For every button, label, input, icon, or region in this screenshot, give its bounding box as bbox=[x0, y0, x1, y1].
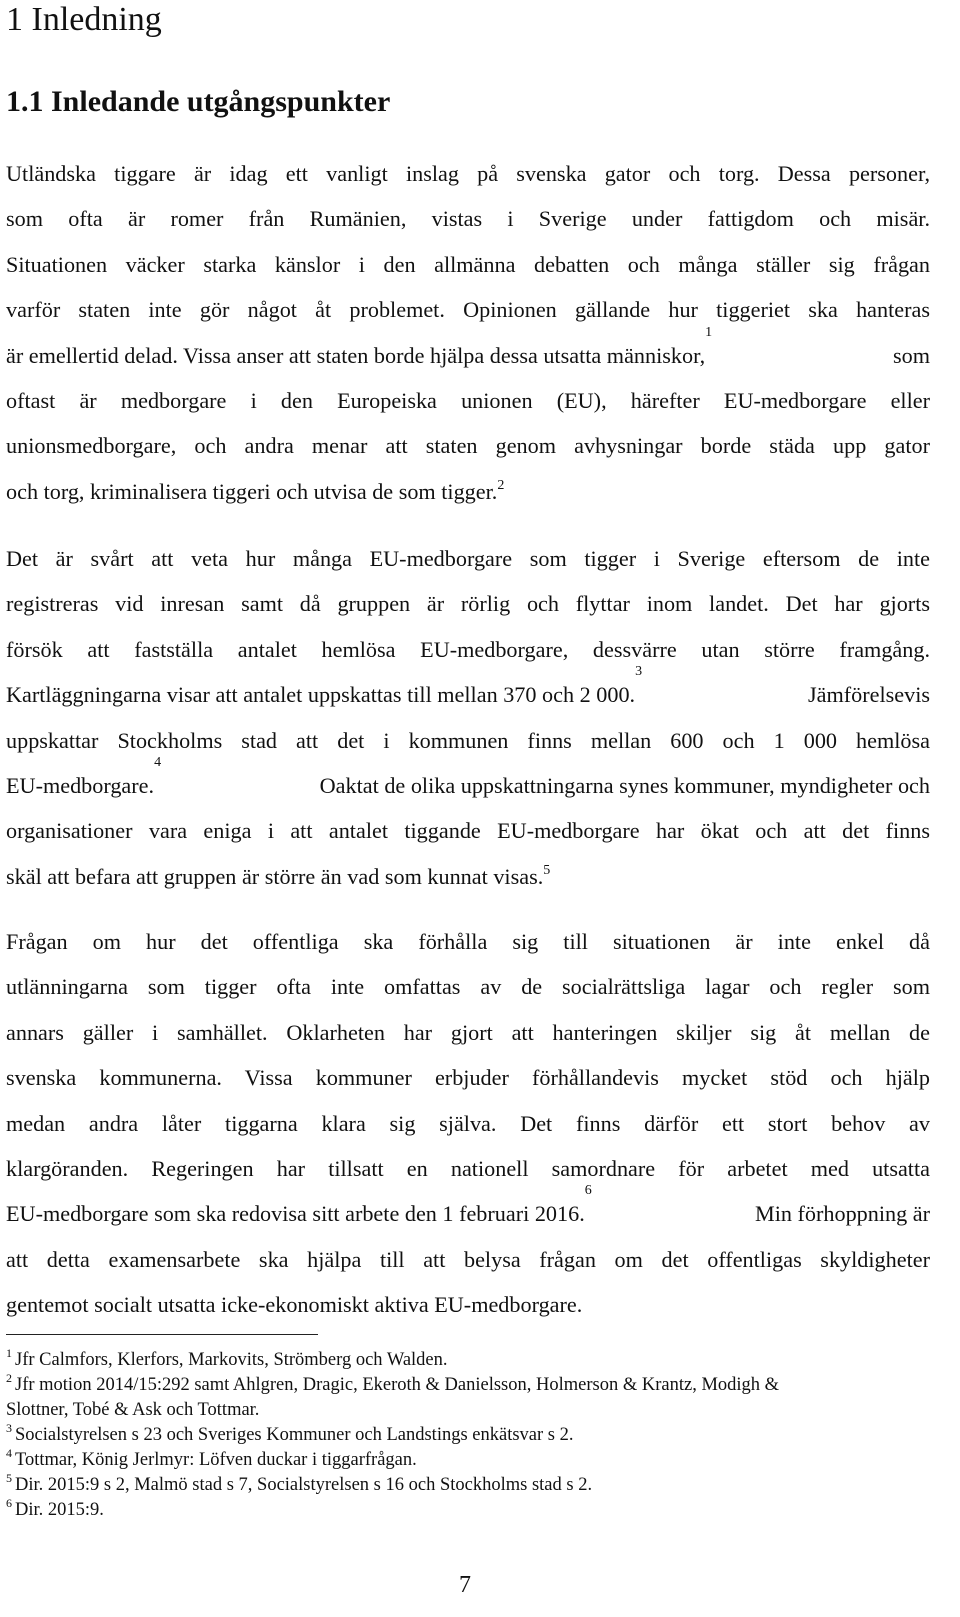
text-line bbox=[6, 755, 930, 808]
paragraph-1 bbox=[6, 151, 930, 514]
footnotes bbox=[6, 1348, 930, 1523]
footnote bbox=[6, 1398, 930, 1423]
footnote-text: Dir. 2015:9. bbox=[15, 1500, 104, 1520]
footnote-ref: 1 bbox=[705, 324, 713, 340]
footnote-ref: 3 bbox=[635, 664, 643, 680]
text-line: medan andra låter tiggarna klara sig själva. Det finns därför ett stort behov av bbox=[6, 1110, 930, 1136]
text-segment: är emellertid delad. Vissa anser att staten borde hjälpa dessa utsatta människor, bbox=[6, 342, 706, 368]
footnote bbox=[6, 1373, 930, 1398]
footnote-ref: 2 bbox=[497, 477, 505, 493]
text-line: att detta examensarbete ska hjälpa till att belysa frågan om det offentligas skyldigheter bbox=[6, 1246, 930, 1272]
text-segment: Min förhoppning är bbox=[754, 1201, 930, 1227]
text-segment: Jämförelsevis bbox=[808, 682, 930, 708]
footnote-number: 3 bbox=[6, 1421, 12, 1435]
footnote-ref: 5 bbox=[543, 862, 551, 878]
footnote-separator bbox=[6, 1334, 318, 1335]
footnote bbox=[6, 1498, 930, 1523]
text-line bbox=[6, 664, 930, 717]
footnote-number: 1 bbox=[6, 1346, 12, 1360]
text-line: försök att fastställa antalet hemlösa EU-medborgare, dessvärre utan större framgång. bbox=[6, 636, 930, 662]
text-line: oftast är medborgare i den Europeiska unionen (EU), härefter EU-medborgare eller bbox=[6, 388, 930, 414]
text-segment: och torg, kriminalisera tiggeri och utvisa de som tigger. bbox=[6, 478, 498, 504]
footnote-number: 5 bbox=[6, 1471, 12, 1485]
page-number: 7 bbox=[459, 1572, 471, 1598]
footnote-text: Dir. 2015:9 s 2, Malmö stad s 7, Socialstyrelsen s 16 och Stockholms stad s 2. bbox=[15, 1475, 593, 1495]
text-line: Det är svårt att veta hur många EU-medborgare som tigger i Sverige eftersom de inte bbox=[6, 546, 930, 571]
text-line: svenska kommunerna. Vissa kommuner erbjuder förhållandevis mycket stöd och hjälp bbox=[6, 1065, 930, 1091]
text-line: registreras vid inresan samt då gruppen är rörlig och flyttar inom landet. Det har gjorts bbox=[6, 591, 930, 617]
text-line: gentemot socialt utsatta icke-ekonomiskt aktiva EU-medborgare. bbox=[6, 1292, 583, 1318]
text-segment: som bbox=[893, 342, 930, 368]
text-line: annars gäller i samhället. Oklarheten har gjort att hanteringen skiljer sig åt mellan de bbox=[6, 1019, 930, 1045]
text-segment: Oaktat de olika uppskattningarna synes kommuner, myndigheter och bbox=[319, 773, 930, 799]
footnote-text: Socialstyrelsen s 23 och Sveriges Kommuner och Landstings enkätsvar s 2. bbox=[15, 1425, 574, 1445]
text-segment: EU-medborgare som ska redovisa sitt arbete den 1 februari 2016. bbox=[6, 1201, 585, 1227]
paragraph-2 bbox=[6, 536, 930, 899]
text-line: klargöranden. Regeringen har tillsatt en nationell samordnare för arbetet med utsatta bbox=[6, 1156, 930, 1182]
footnote bbox=[6, 1348, 930, 1373]
footnote-number: 6 bbox=[6, 1496, 12, 1510]
text-line: uppskattar Stockholms stad att det i kommunen finns mellan 600 och 1 000 hemlösa bbox=[6, 727, 930, 753]
text-line bbox=[6, 1183, 930, 1236]
footnote-ref: 4 bbox=[154, 755, 162, 771]
text-line bbox=[6, 469, 930, 514]
text-line: utlänningarna som tigger ofta inte omfattas av de socialrättsliga lagar och regler som bbox=[6, 974, 930, 1000]
text-line bbox=[6, 324, 930, 378]
footnote-number: 4 bbox=[6, 1446, 12, 1460]
footnote-ref: 6 bbox=[584, 1183, 592, 1199]
text-segment: EU-medborgare. bbox=[6, 773, 155, 799]
footnote-text: Slottner, Tobé & Ask och Tottmar. bbox=[6, 1400, 260, 1420]
text-segment: Kartläggningarna visar att antalet uppskattas till mellan 370 och 2 000. bbox=[6, 682, 636, 708]
paragraph-3 bbox=[6, 919, 930, 1328]
text-line: organisationer vara eniga i att antalet tiggande EU-medborgare har ökat och att det finns bbox=[6, 818, 930, 844]
text-line: som ofta är romer från Rumänien, vistas i Sverige under fattigdom och misär. bbox=[6, 206, 930, 232]
footnote bbox=[6, 1423, 930, 1448]
footnote-number: 2 bbox=[6, 1371, 12, 1385]
footnote bbox=[6, 1448, 930, 1473]
footnote-text: Jfr Calmfors, Klerfors, Markovits, Strömberg och Walden. bbox=[15, 1350, 448, 1370]
chapter-heading: 1 Inledning bbox=[6, 1, 162, 38]
footnote bbox=[6, 1473, 930, 1498]
footnote-text: Jfr motion 2014/15:292 samt Ahlgren, Dragic, Ekeroth & Danielsson, Holmerson & Krantz, Modigh & bbox=[15, 1375, 780, 1395]
text-line: Frågan om hur det offentliga ska förhålla sig till situationen är inte enkel då bbox=[6, 929, 930, 954]
text-line: unionsmedborgare, och andra menar att staten genom avhysningar borde städa upp gator bbox=[6, 433, 930, 459]
text-line: Utländska tiggare är idag ett vanligt inslag på svenska gator och torg. Dessa personer, bbox=[6, 161, 930, 186]
text-segment: skäl att befara att gruppen är större än vad som kunnat visas. bbox=[6, 863, 544, 889]
footnote-text: Tottmar, König Jerlmyr: Löfven duckar i tiggarfrågan. bbox=[15, 1450, 417, 1470]
text-line bbox=[6, 854, 930, 899]
text-line: Situationen väcker starka känslor i den allmänna debatten och många ställer sig frågan bbox=[6, 251, 930, 277]
section-heading: 1.1 Inledande utgångspunkter bbox=[6, 85, 391, 118]
text-line: varför staten inte gör något åt problemet. Opinionen gällande hur tiggeriet ska hanteras bbox=[6, 297, 930, 323]
